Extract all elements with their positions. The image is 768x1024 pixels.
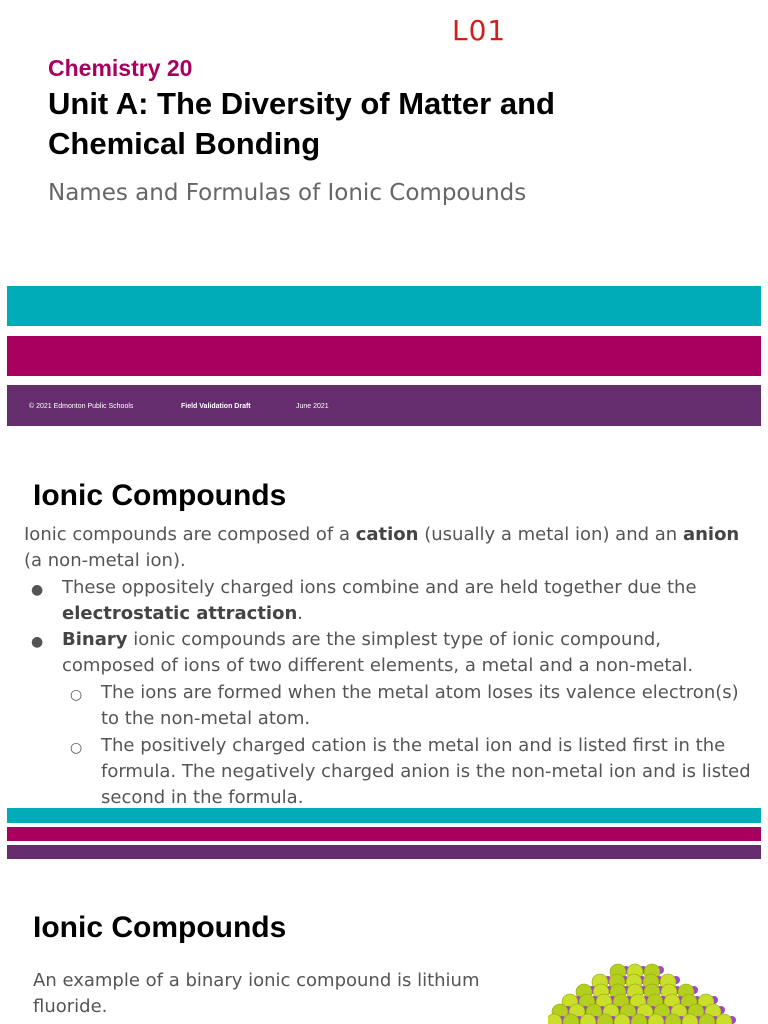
teal-stripe	[7, 808, 761, 823]
magenta-stripe	[7, 336, 761, 376]
slide2-text-line-1: An example of a binary ionic compound is lithium	[33, 970, 480, 991]
footer-status: Field Validation Draft	[181, 403, 251, 410]
sub1-line-1: The ions are formed when the metal atom loses its valence electron(s)	[101, 682, 739, 703]
course-title: Chemistry 20	[48, 55, 193, 81]
crystal-lattice-icon	[548, 960, 738, 1024]
teal-stripe	[7, 286, 761, 326]
footer-date: June 2021	[296, 403, 329, 410]
slide1-heading: Ionic Compounds	[33, 479, 287, 512]
lesson-subtitle: Names and Formulas of Ionic Compounds	[48, 180, 527, 206]
slide2-text-line-2: fluoride.	[33, 996, 108, 1017]
unit-title: Unit A: The Diversity of Matter and Chemical Bonding	[48, 86, 555, 161]
bullet-icon: ●	[31, 582, 44, 598]
sub-bullet-icon: ○	[70, 687, 83, 703]
bullet2-line-1: Binary ionic compounds are the simplest type of ionic compound,	[62, 629, 662, 650]
intro-line-1: Ionic compounds are composed of a cation (usually a metal ion) and an anion	[24, 524, 740, 545]
sub2-line-1: The positively charged cation is the metal ion and is listed first in the	[101, 735, 726, 756]
bullet2-line-2: composed of ions of two different elements, a metal and a non-metal.	[62, 655, 694, 676]
sub2-line-2: formula. The negatively charged anion is the non-metal ion and is listed	[101, 761, 751, 782]
intro-line-2: (a non-metal ion).	[24, 550, 186, 571]
sub-bullet-icon: ○	[70, 740, 83, 756]
slide2-heading: Ionic Compounds	[33, 911, 287, 944]
sub1-line-2: to the non-metal atom.	[101, 708, 311, 729]
sub2-line-3: second in the formula.	[101, 787, 304, 808]
bullet1-line-1: These oppositely charged ions combine and are held together due the	[62, 577, 697, 598]
magenta-stripe	[7, 827, 761, 841]
footer-copyright: © 2021 Edmonton Public Schools	[29, 403, 134, 410]
purple-stripe	[7, 845, 761, 859]
handwritten-note: L01	[452, 14, 507, 47]
bullet-icon: ●	[31, 634, 44, 650]
bullet1-line-2: electrostatic attraction.	[62, 603, 304, 624]
